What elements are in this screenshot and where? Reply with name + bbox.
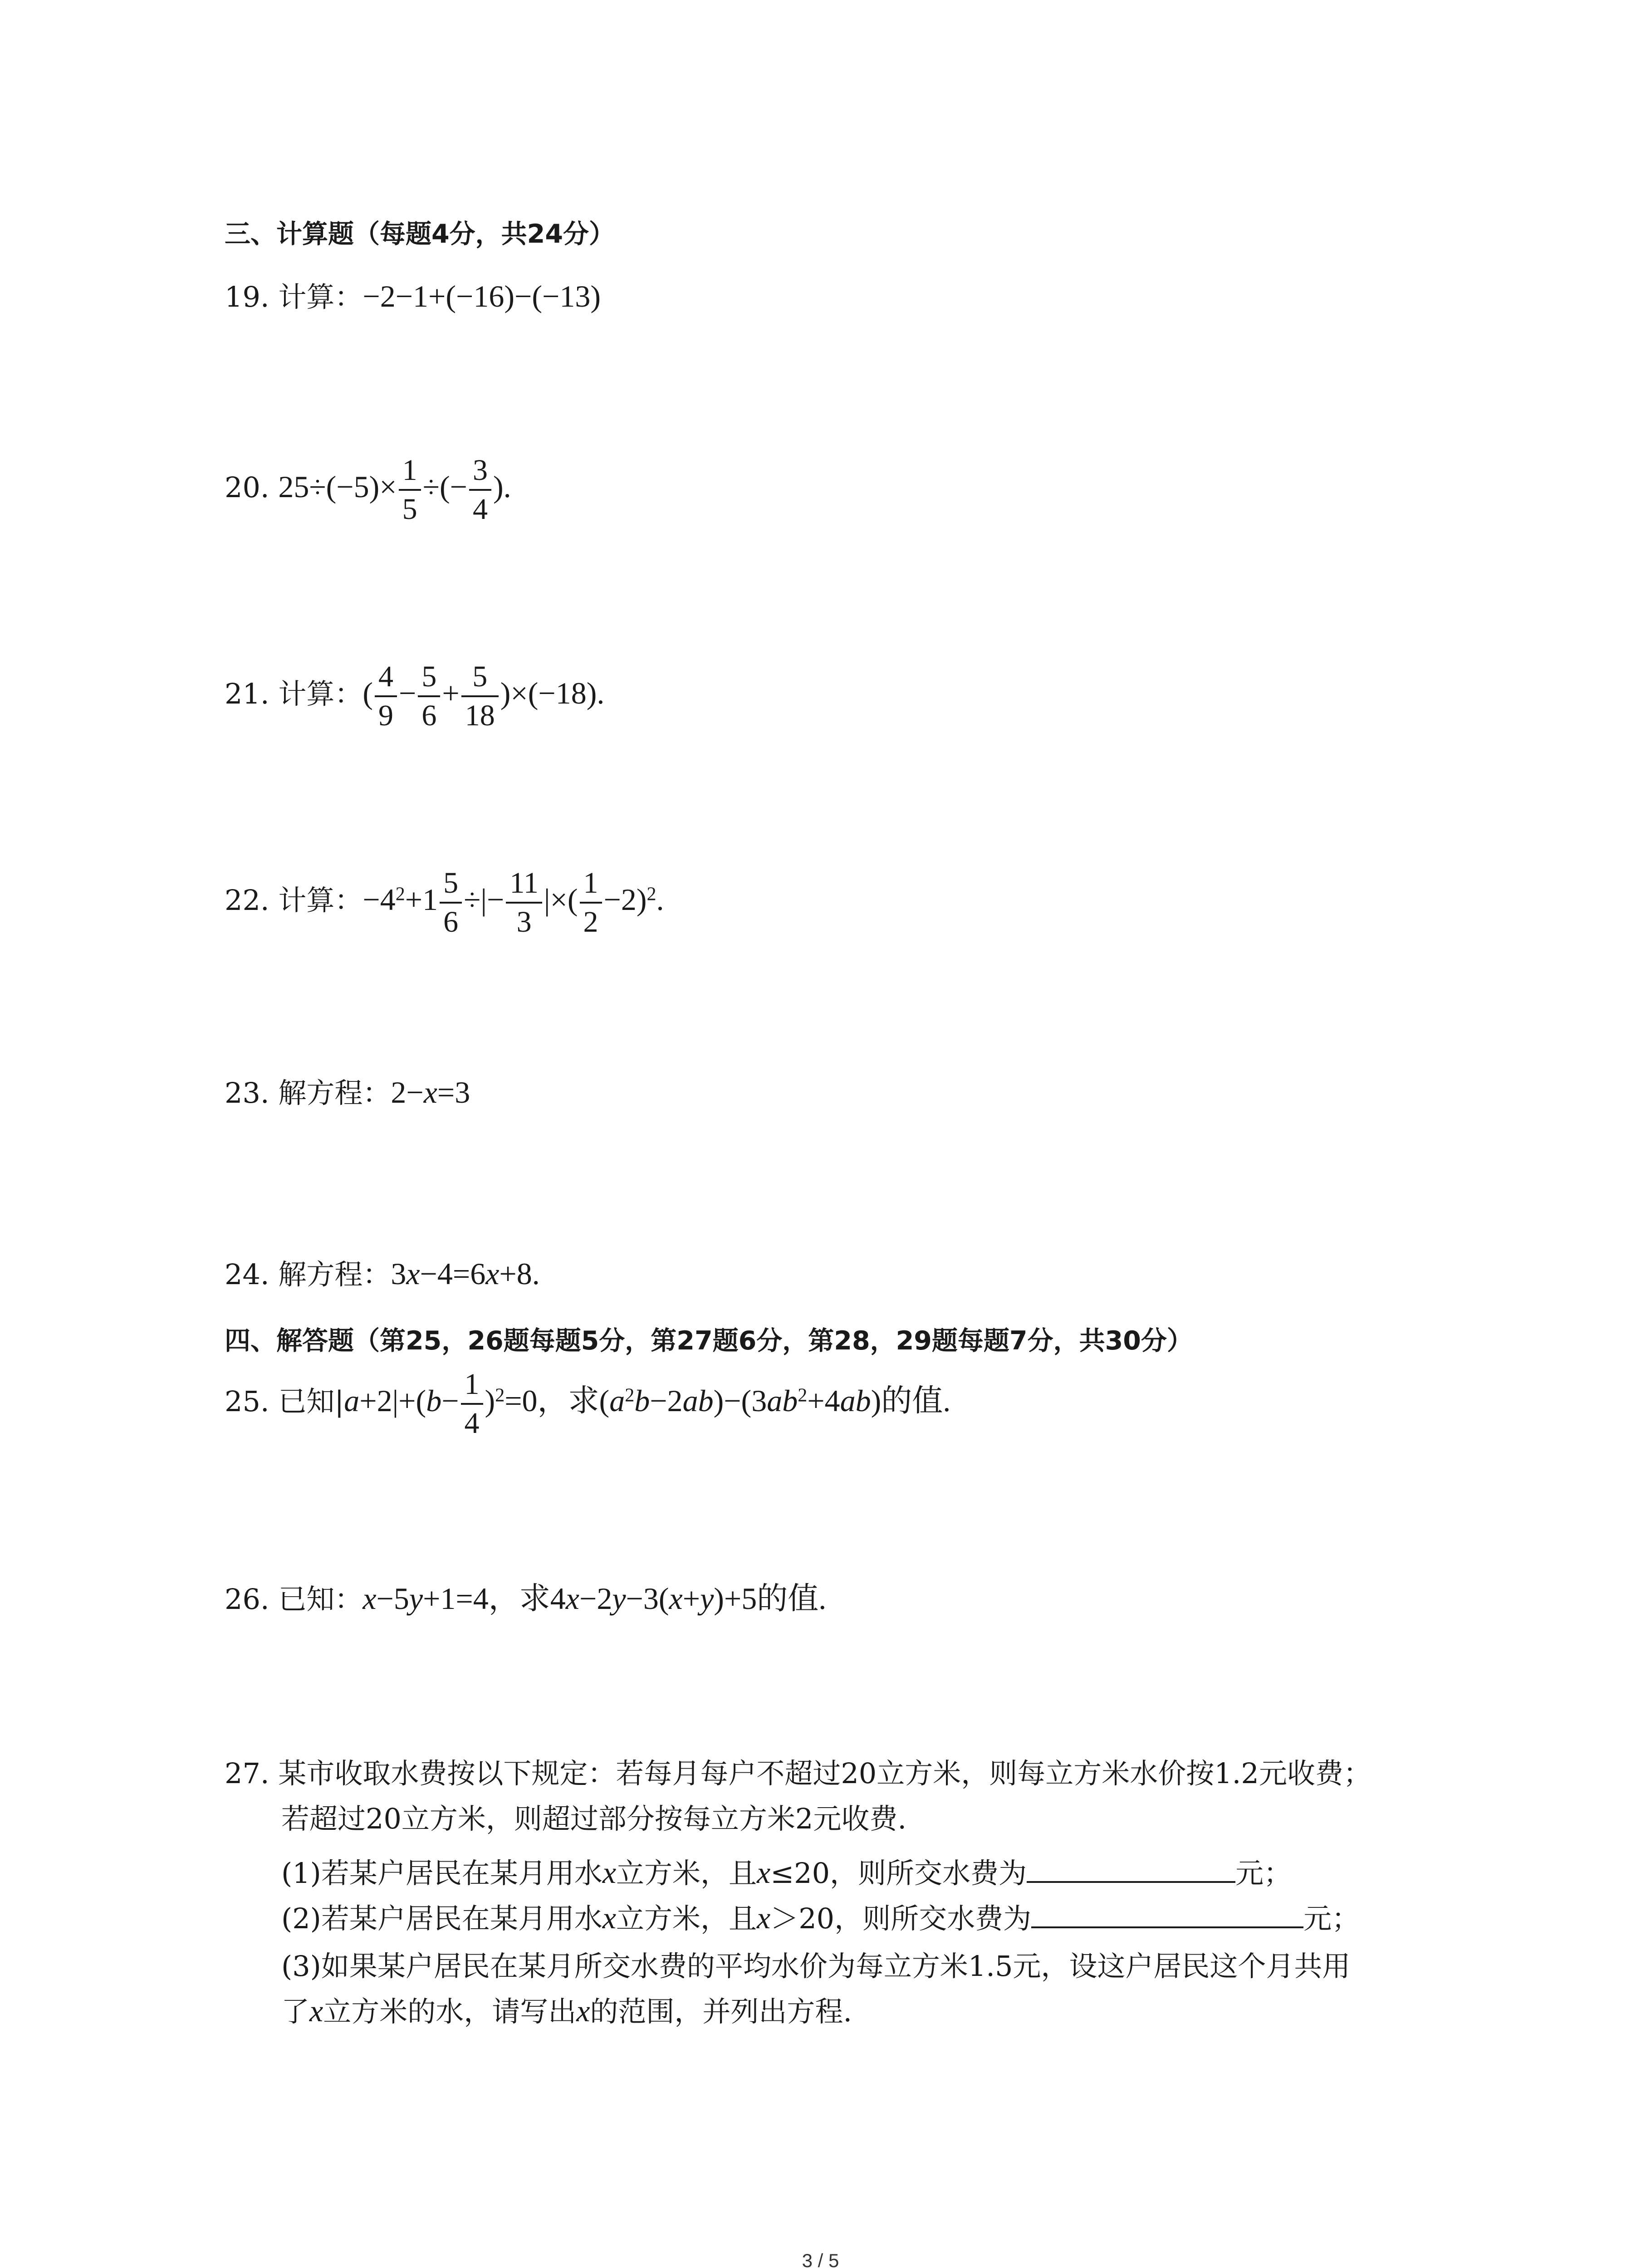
question-number: 20. <box>225 471 269 504</box>
fraction: $\frac{11}{3}$ <box>506 866 542 939</box>
question-22: 22. 计算：$-4^2+1$ $\frac{5}{6}$ ÷|− $\frac{11}{3}$ |×( $\frac{1}{2}$ −2)$^2$. <box>225 866 664 938</box>
question-21: 21. 计算：( $\frac{4}{9}$ − $\frac{5}{6}$ + $\frac{5}{18}$ )×(−18). <box>225 660 605 732</box>
question-number: 24. <box>225 1258 269 1291</box>
question-number: 25. <box>225 1385 269 1418</box>
fraction: $\frac{1}{4}$ <box>461 1368 483 1440</box>
question-number: 26. <box>225 1583 269 1616</box>
page-number: 3 / 5 <box>802 2250 839 2268</box>
question-number: 19. <box>225 280 269 313</box>
question-27-part-1: (1)若某户居民在某月用水x立方米，且x≤20，则所交水费为 元； <box>281 1855 1292 1890</box>
question-25: 25. 已知|a+2|+(b− $\frac{1}{4}$ )$^2$=0，求$(a^2b-2ab)-(3ab^2+4ab)$的值. <box>225 1368 951 1440</box>
question-23: 23. 解方程：2−x=3 <box>225 1075 470 1110</box>
question-number: 22. <box>225 884 269 917</box>
question-prefix: 计算： <box>278 280 363 313</box>
fraction: $\frac{3}{4}$ <box>469 454 491 526</box>
question-27-part-3: (3)如果某户居民在某月所交水费的平均水价为每立方米1.5元，设这户居民这个月共用 <box>281 1950 1351 1983</box>
answer-blank[interactable] <box>1027 1856 1235 1883</box>
answer-blank[interactable] <box>1031 1901 1303 1928</box>
fraction: $\frac{5}{18}$ <box>461 660 499 733</box>
fraction: $\frac{5}{6}$ <box>440 866 462 939</box>
question-27: 27. 某市收取水费按以下规定：若每月每户不超过20立方米，则每立方米水价按1.2元收费； <box>225 1757 1372 1790</box>
question-27-line-2: 若超过20立方米，则超过部分按每立方米2元收费. <box>281 1802 907 1835</box>
question-number: 23. <box>225 1076 269 1110</box>
fraction: $\frac{5}{6}$ <box>418 660 440 733</box>
question-26: 26. 已知：x−5y+1=4，求4x−2y−3(x+y)+5的值. <box>225 1581 827 1616</box>
section-3-title: 三、计算题（每题4分，共24分） <box>225 219 615 249</box>
question-19 <box>225 274 601 315</box>
question-number: 27. <box>225 1757 269 1790</box>
fraction: $\frac{1}{5}$ <box>399 454 421 526</box>
question-24: 24. 解方程：3x−4=6x+8. <box>225 1256 540 1291</box>
fraction: $\frac{1}{2}$ <box>580 866 602 939</box>
fraction: $\frac{4}{9}$ <box>375 660 397 733</box>
question-27-part-2: (2)若某户居民在某月用水x立方米，且x＞20，则所交水费为 元； <box>281 1901 1360 1935</box>
question-20: 20. 25÷(−5)× $\frac{1}{5}$ ÷(− $\frac{3}{4}$ ). <box>225 454 511 526</box>
expression: −2−1+(−16)−(−13) <box>362 279 601 313</box>
question-27-part-3-cont: 了x立方米的水，请写出x的范围，并列出方程. <box>281 1994 852 2028</box>
question-number: 21. <box>225 677 269 711</box>
section-4-title: 四、解答题（第25，26题每题5分，第27题6分，第28，29题每题7分，共30分） <box>225 1326 1193 1356</box>
